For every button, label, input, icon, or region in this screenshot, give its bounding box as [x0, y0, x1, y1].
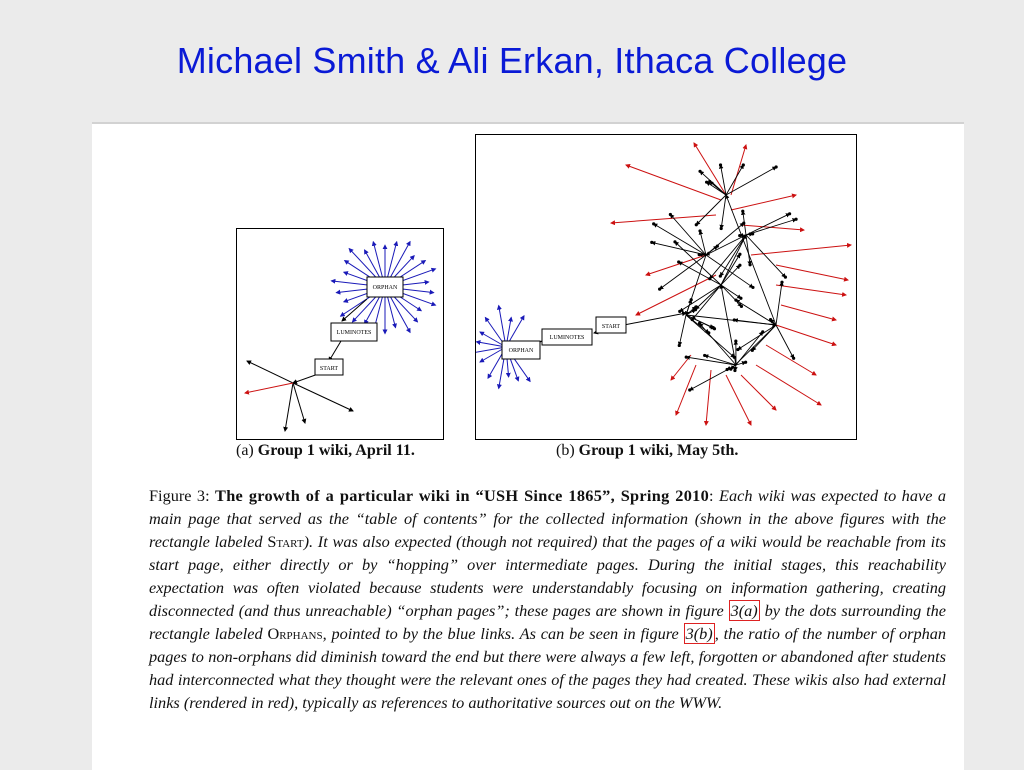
page-node	[744, 361, 747, 364]
caption-text-5: , the ratio of the number of orphan pages to non-orphans did diminish toward the end but there were always a few left, forgotten or abandoned after students had interconnected what they thought were the relevant ones of the pages they had created. These wikis also had external links (rendered in red), typically as references to authoritative sources out on the WWW.	[149, 624, 946, 712]
internal-link	[700, 323, 736, 365]
orphan-node-label: ORPHAN	[373, 285, 398, 291]
internal-link	[686, 357, 736, 365]
page-node	[742, 163, 745, 166]
external-link	[776, 285, 846, 295]
internal-link	[721, 195, 726, 229]
page-node	[703, 354, 706, 357]
page-node	[708, 277, 711, 280]
figure-3b-reference-link[interactable]: 3(b)	[684, 623, 715, 644]
page-node	[794, 218, 797, 221]
page-node	[669, 213, 672, 216]
internal-link	[679, 315, 686, 345]
page-node	[738, 253, 741, 256]
page-node	[698, 170, 701, 173]
caption-text-2: ). It was also expected (though not required) that the pages of a wiki would be reachable from its start page, either directly or by “hopping” over intermediate pages. During the initial stages, this reachability expectation was often violated because students were understandably focusing on information gathering, creating disconnected (and thus unreachable) “orphan pages”; these pages are shown in figure	[149, 532, 946, 620]
external-link	[731, 195, 796, 210]
start-node-label: START	[320, 366, 338, 372]
internal-link	[696, 195, 726, 225]
page-node	[673, 240, 676, 243]
external-link	[726, 375, 751, 425]
start-node-label-b: START	[602, 324, 620, 330]
internal-link	[726, 167, 776, 195]
figure-3-caption-paragraph	[149, 484, 946, 714]
figure-a-graph	[236, 228, 444, 440]
page-node	[788, 212, 791, 215]
orphan-node-label-b: ORPHAN	[509, 348, 534, 354]
internal-link	[746, 219, 796, 235]
external-link	[781, 305, 836, 320]
internal-link	[690, 365, 736, 390]
page-node	[698, 229, 701, 232]
page-node	[658, 287, 661, 290]
page-node	[733, 369, 736, 372]
figure-b-caption-title: Group 1 wiki, May 5th.	[579, 442, 739, 459]
external-link	[756, 365, 821, 405]
external-link	[741, 225, 804, 230]
page-node	[694, 308, 697, 311]
internal-link	[746, 235, 750, 265]
page-node	[751, 286, 754, 289]
internal-link	[776, 282, 782, 325]
external-link	[751, 245, 851, 255]
page-node	[720, 227, 723, 230]
page-node	[739, 297, 742, 300]
page-node	[736, 348, 739, 351]
figure-a-network	[237, 229, 443, 439]
start-word: Start	[267, 532, 303, 551]
page-node	[738, 264, 741, 267]
figure-a-caption-prefix: (a)	[236, 442, 254, 459]
page-node	[652, 222, 655, 225]
caption-text-4: , pointed to by the blue links. As can be seen in figure	[323, 624, 679, 643]
page-node	[792, 357, 795, 360]
page-node	[719, 274, 722, 277]
page-node	[650, 241, 653, 244]
slide-title: Michael Smith & Ali Erkan, Ithaca College	[0, 40, 1024, 82]
internal-link	[707, 182, 726, 195]
page-node	[769, 318, 772, 321]
external-link	[636, 275, 716, 315]
page-node	[678, 344, 681, 347]
external-link	[676, 365, 696, 415]
figure-3a-reference-link[interactable]: 3(a)	[729, 600, 760, 621]
internal-link	[696, 285, 721, 309]
page-node	[712, 326, 715, 329]
page-node	[741, 210, 744, 213]
page-node	[698, 322, 701, 325]
internal-link	[706, 255, 753, 287]
external-link	[611, 215, 716, 223]
internal-link	[654, 224, 706, 255]
internal-link	[680, 285, 721, 311]
page-node	[742, 222, 745, 225]
external-link	[671, 355, 691, 380]
internal-link	[721, 285, 741, 298]
page-node	[719, 163, 722, 166]
page-node	[685, 356, 688, 359]
figure-b-caption-prefix: (b)	[556, 442, 575, 459]
internal-link	[692, 285, 721, 320]
page-node	[677, 260, 680, 263]
page-node	[784, 276, 787, 279]
luminotes-node-label: LUMINOTES	[337, 330, 372, 336]
external-link	[741, 375, 776, 410]
external-link	[766, 345, 816, 375]
internal-link	[721, 285, 736, 365]
page-node	[775, 165, 778, 168]
page-node	[729, 368, 732, 371]
internal-link	[652, 242, 706, 255]
page-node	[705, 181, 708, 184]
luminotes-node-label-b: LUMINOTES	[550, 335, 585, 341]
internal-link	[746, 235, 785, 277]
figure-b-graph	[475, 134, 857, 440]
figure-b-network	[476, 135, 856, 439]
figure-headline: The growth of a particular wiki in “USH Since 1865”, Spring 2010	[215, 486, 709, 505]
page-node	[780, 281, 783, 284]
page-node	[678, 310, 681, 313]
external-link	[706, 370, 711, 425]
page-node	[695, 223, 698, 226]
figure-a-caption	[236, 442, 456, 460]
page-node	[740, 305, 743, 308]
internal-link	[746, 214, 790, 235]
internal-link	[721, 265, 740, 285]
figure-headline-colon: :	[709, 486, 714, 505]
caption-text-1: Each wiki was expected to have a main page that served as the “table of contents” for the collected information (shown in the above figures with the rectangle labeled	[149, 486, 946, 551]
external-link	[731, 145, 746, 195]
figure-a-caption-title: Group 1 wiki, April 11.	[258, 442, 415, 459]
page-node	[748, 263, 751, 266]
page-node	[761, 330, 764, 333]
page-node	[688, 388, 691, 391]
internal-link	[721, 254, 740, 285]
figure-b-caption	[556, 442, 816, 460]
caption-text-3: by the dots surrounding the rectangle labeled	[149, 601, 946, 643]
figure-label: Figure 3:	[149, 486, 210, 505]
page-node	[734, 340, 737, 343]
orphans-word: Orphans	[267, 624, 322, 643]
document-page	[92, 122, 964, 770]
